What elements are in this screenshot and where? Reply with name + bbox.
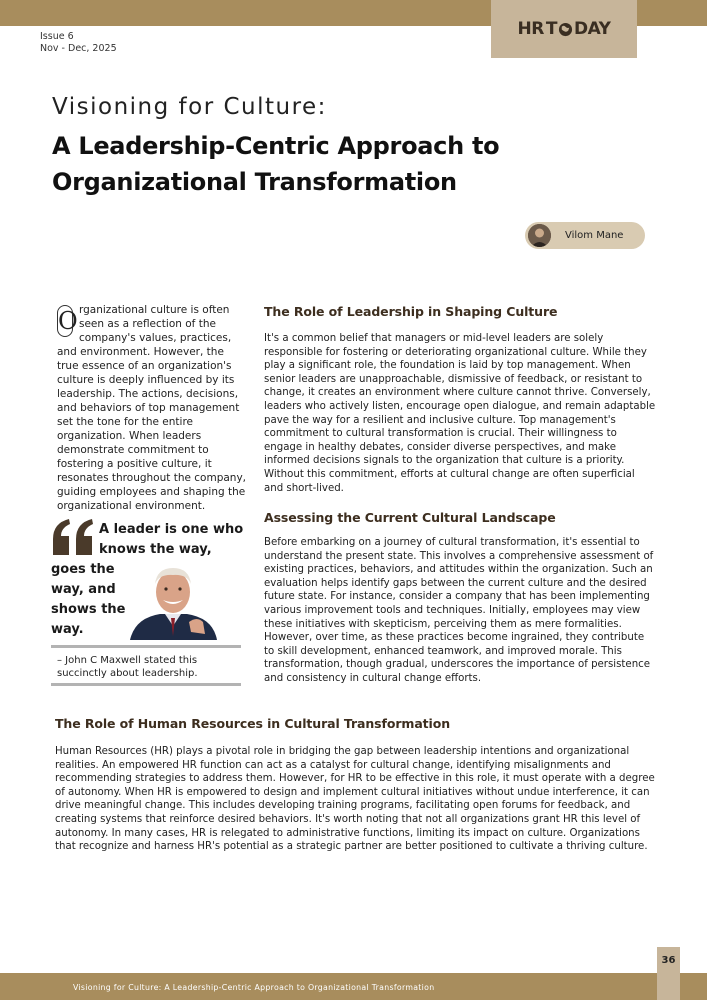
author-avatar [528, 224, 551, 247]
quote-line: goes the [51, 562, 115, 577]
quote-line: shows the [51, 602, 126, 617]
section-heading: Assessing the Current Cultural Landscape [264, 510, 556, 525]
author-badge [525, 222, 645, 249]
article-title-bold: A Leadership-Centric Approach to Organizational Transformation [52, 132, 500, 196]
section-body: Before embarking on a journey of cultural transformation, it's essential to understand the present state. This involves a comprehensive assessment of existing practices, behaviors, and attitudes within the organization. Such an evaluation helps identify gaps between the current culture and the desired future state. For instance, consider a company that has been implementing various improvement tools and techniques. Initially, employees may view these initiatives with skepticism, perceiving them as mere formalities. However, over time, as these practices become ingrained, they contribute to skill development, enhanced teamwork, and improved morale. This transformation, though gradual, underscores the importance of persistence and consistency in cultural change efforts. [264, 537, 654, 684]
quote-line: knows the way, [99, 542, 212, 557]
logo-text-left: HR [517, 19, 544, 39]
running-title: Visioning for Culture: A Leadership-Centric Approach to Organizational Transformation [73, 983, 435, 992]
section-body: It's a common belief that managers or mid-level leaders are solely responsible for fostering or deteriorating organizational culture. While they play a significant role, the foundation is laid by top management. When senior leaders are unapproachable, dismissive of feedback, or resistant to change, it creates an environment where culture cannot thrive. Conversely, leaders who actively listen, encourage open dialogue, and remain adaptable pave the way for a resilient and inclusive culture. Top management's commitment to cultural transformation is crucial. Their willingness to engage in healthy debates, consider diverse perspectives, and make informed decisions signals to the organization that culture is a priority. Without this commitment, efforts at cultural change are often superficial and short-lived. [264, 333, 656, 494]
quote-line: A leader is one who [99, 522, 244, 537]
quote-divider [51, 645, 241, 648]
issue-date: Nov - Dec, 2025 [40, 43, 117, 54]
issue-number: Issue 6 [40, 31, 74, 42]
drop-cap: O [58, 307, 78, 335]
quote-attribution: – John C Maxwell stated this succinctly about leadership. [57, 655, 198, 679]
section-heading: The Role of Leadership in Shaping Culture [264, 304, 558, 319]
issue-info [40, 31, 117, 55]
quote-divider [51, 683, 241, 686]
page-number: 36 [661, 955, 676, 966]
page-number-tab [657, 947, 680, 1000]
intro-paragraph [57, 303, 247, 513]
quote-line: way. [51, 622, 84, 637]
section-heading: The Role of Human Resources in Cultural Transformation [55, 716, 450, 731]
article-title-light: Visioning for Culture: [52, 94, 327, 120]
intro-text: rganizational culture is often seen as a reflection of the company's values, practices, and environment. However, the true essence of an organization's culture is deeply influenced by its leadership. The actions, decisions, and behaviors of top management set the tone for the entire organization. When leaders demonstrate commitment to fostering a positive culture, it resonates throughout the company, guiding employees and shaping the organizational environment. [57, 304, 247, 512]
quote-portrait-photo [125, 560, 222, 640]
author-name: Vilom Mane [565, 230, 624, 241]
logo-text-right: DAY [573, 19, 611, 39]
section-body: Human Resources (HR) plays a pivotal role in bridging the gap between leadership intentions and organizational realities. An empowered HR function can act as a catalyst for cultural change, identifying misalignments and recommending strategies to address them. However, for HR to be effective in this role, it must operate with a degree of autonomy. When HR is empowered to design and implement cultural initiatives without undue interference, it can drive meaningful change. This includes developing training programs, facilitating open forums for feedback, and creating systems that reinforce desired behaviors. It's worth noting that not all organizations grant HR this level of autonomy. In many cases, HR is relegated to administrative functions, limiting its impact on culture. Organizations that recognize and harness HR's potential as a strategic partner are better positioned to cultivate a thriving culture. [55, 746, 655, 853]
magazine-logo [491, 0, 637, 58]
logo-wordmark: HR T DAY [517, 19, 611, 39]
quote-line: way, and [51, 582, 116, 597]
globe-icon [558, 22, 573, 37]
